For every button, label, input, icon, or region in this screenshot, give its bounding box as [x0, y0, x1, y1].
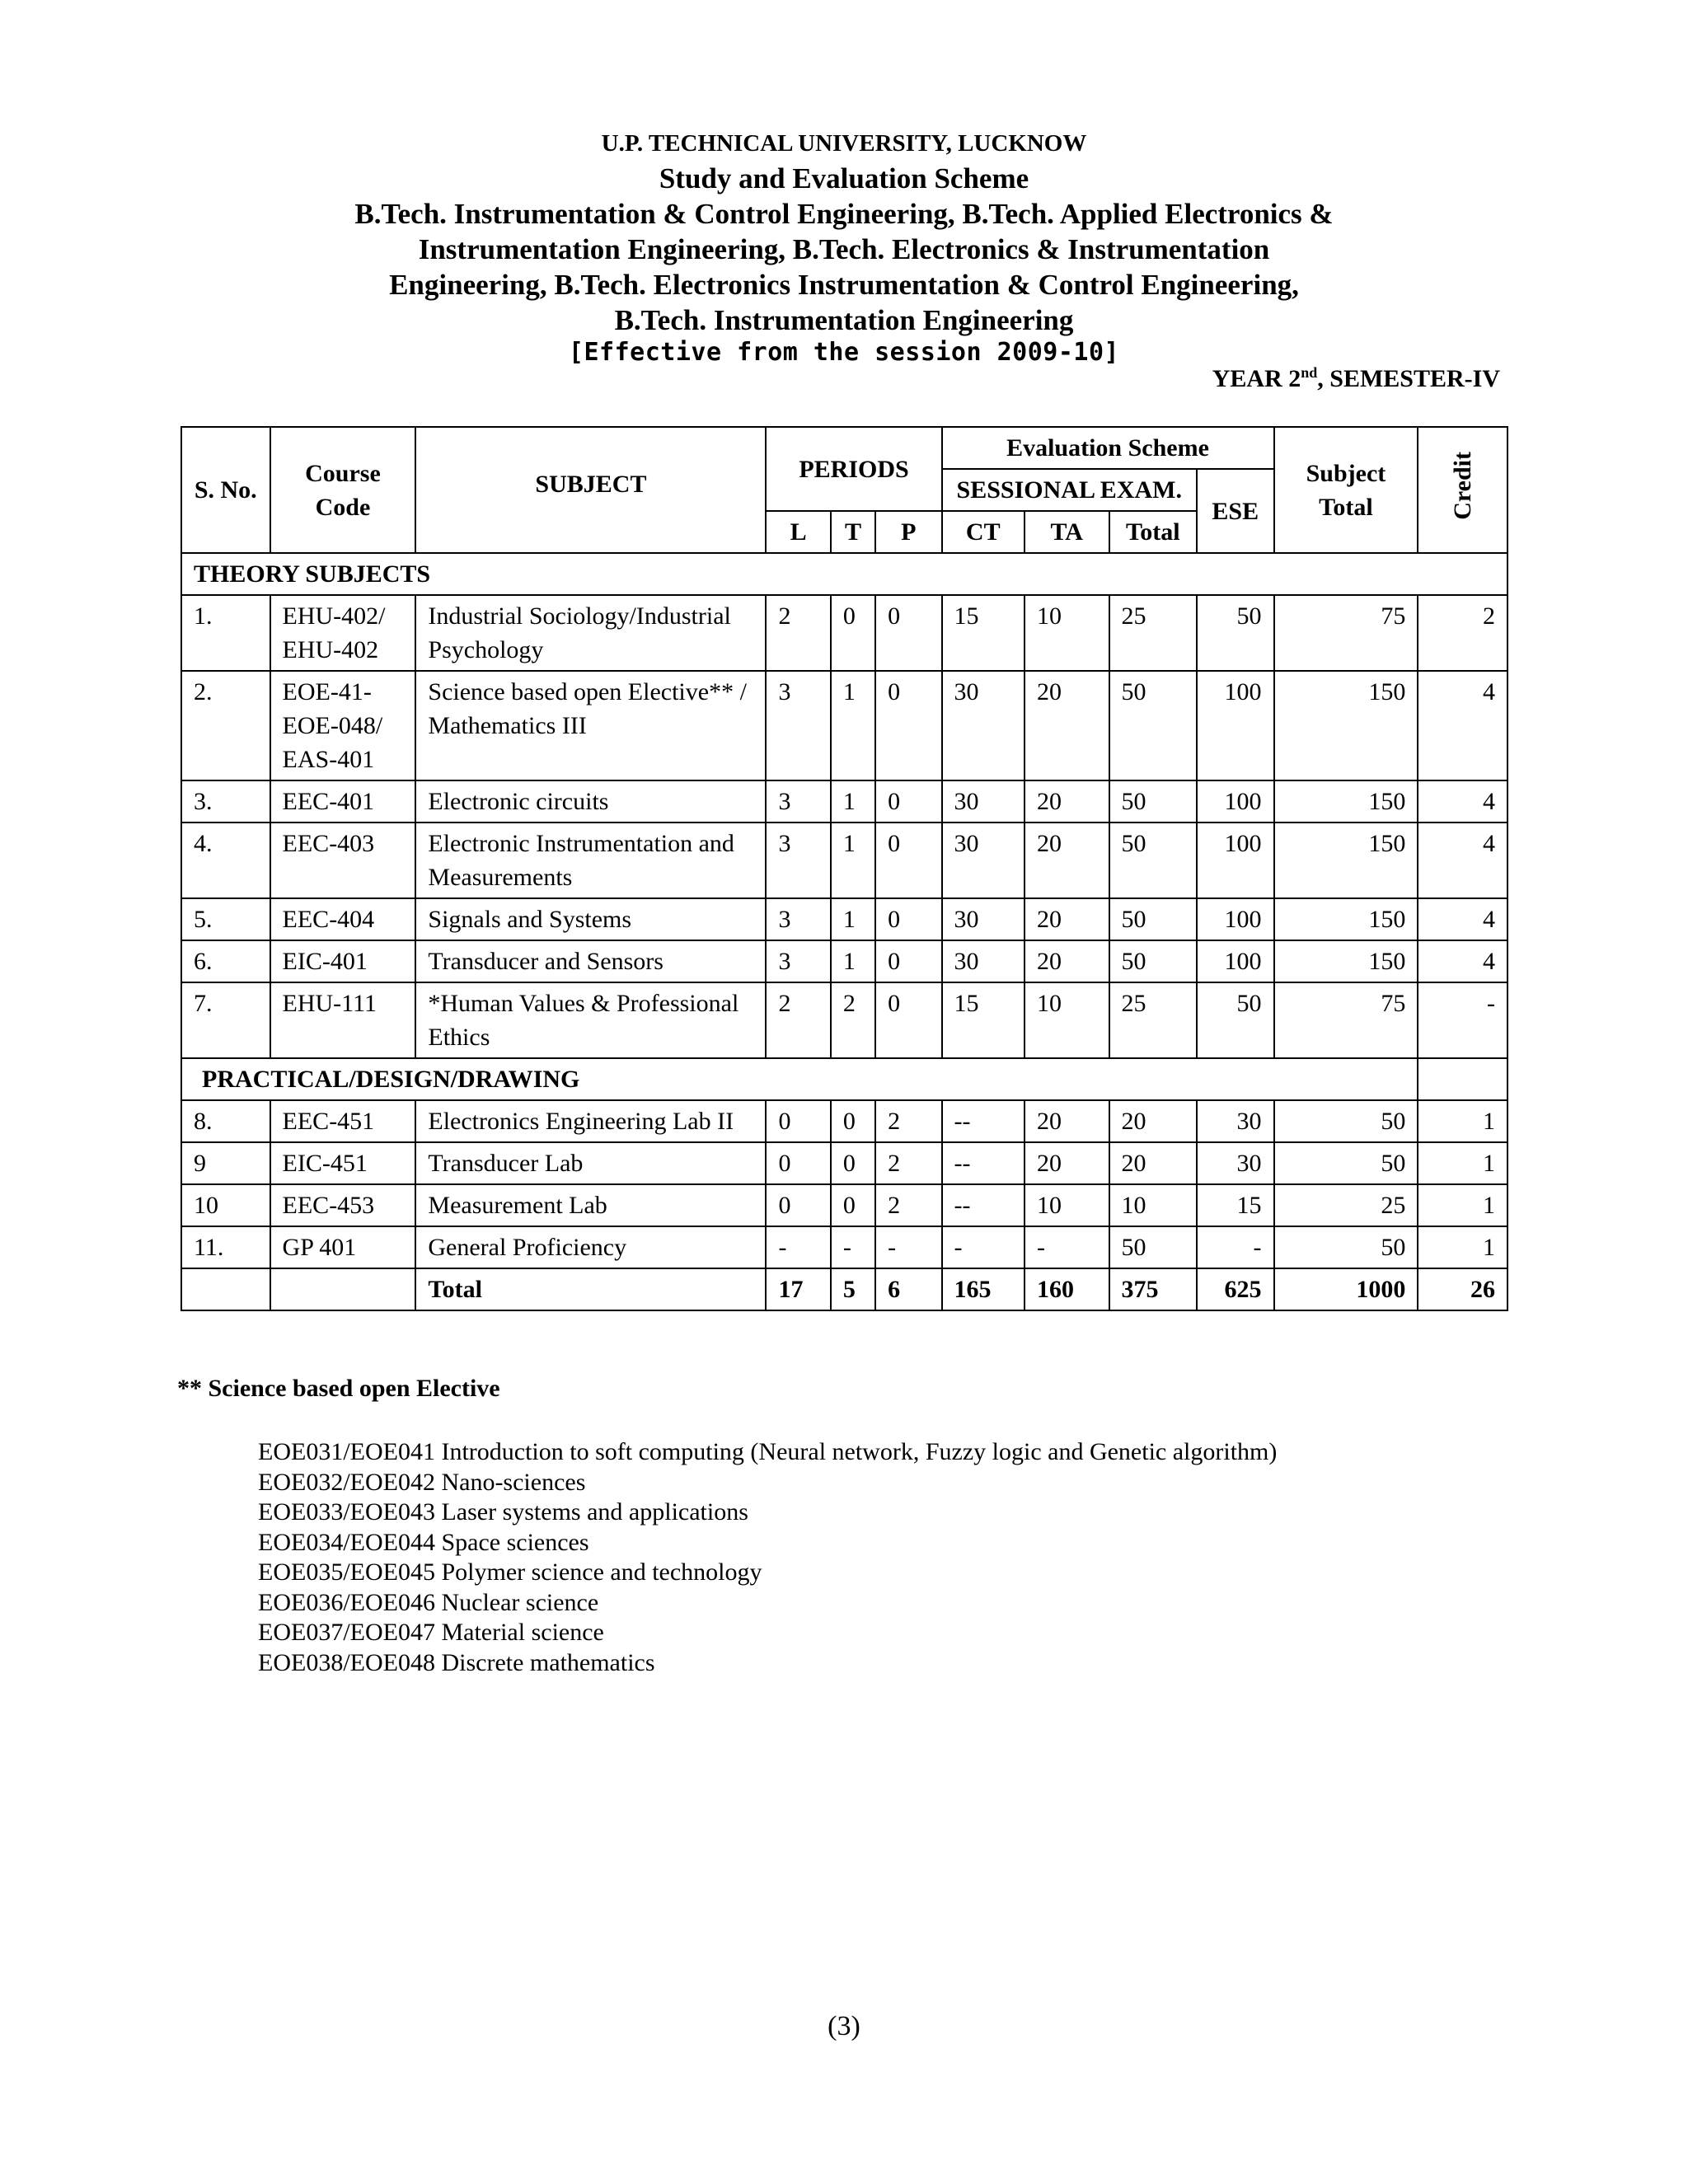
page-number: (3): [828, 2011, 860, 2041]
header-subject-total: Subject Total: [1274, 427, 1418, 553]
cell-l: 17: [766, 1268, 830, 1310]
list-item: EOE031/EOE041 Introduction to soft computing (Neural network, Fuzzy logic and Genetic algorithm): [258, 1438, 1278, 1465]
cell-empty: [1418, 1058, 1507, 1100]
cell-sno: 10: [181, 1184, 270, 1226]
cell-l: 2: [766, 982, 830, 1058]
cell-ct: 30: [942, 780, 1025, 823]
cell-credit: 2: [1418, 595, 1507, 671]
cell-t: 0: [831, 1100, 875, 1142]
cell-subject: Industrial Sociology/Industrial Psychology: [415, 595, 766, 671]
cell-ct: 30: [942, 823, 1025, 898]
cell-t: 5: [831, 1268, 875, 1310]
cell-ta: 20: [1025, 940, 1109, 982]
cell-ese: -: [1197, 1226, 1274, 1268]
cell-subject: Measurement Lab: [415, 1184, 766, 1226]
header-ese: ESE: [1197, 469, 1274, 553]
table-row: [181, 982, 1507, 1058]
cell-subject: *Human Values & Professional Ethics: [415, 982, 766, 1058]
cell-ta: -: [1025, 1226, 1109, 1268]
list-item: EOE032/EOE042 Nano-sciences: [258, 1468, 586, 1496]
section-theory: THEORY SUBJECTS: [181, 553, 1507, 595]
cell-ta: 20: [1025, 780, 1109, 823]
cell-subject: Electronic circuits: [415, 780, 766, 823]
cell-sno: 8.: [181, 1100, 270, 1142]
cell-t: 1: [831, 898, 875, 940]
header-l: L: [766, 511, 830, 553]
cell-ese: 100: [1197, 940, 1274, 982]
elective-list: [258, 1437, 1277, 1678]
cell-credit: 1: [1418, 1142, 1507, 1184]
cell-p: 0: [875, 898, 941, 940]
cell-sno: [181, 1268, 270, 1310]
cell-ta: 10: [1025, 1184, 1109, 1226]
cell-code: EEC-451: [270, 1100, 416, 1142]
list-item: EOE034/EOE044 Space sciences: [258, 1528, 589, 1556]
elective-heading: ** Science based open Elective: [177, 1375, 500, 1402]
cell-subject-total: 50: [1274, 1226, 1418, 1268]
cell-credit: -: [1418, 982, 1507, 1058]
table-row: [181, 898, 1507, 940]
cell-sno: 2.: [181, 671, 270, 780]
cell-l: 0: [766, 1142, 830, 1184]
cell-subject-total: 150: [1274, 780, 1418, 823]
cell-p: 0: [875, 823, 941, 898]
header-sessional-exam: SESSIONAL EXAM.: [942, 469, 1198, 511]
cell-subject-total: 1000: [1274, 1268, 1418, 1310]
table-row: [181, 595, 1507, 671]
header-p: P: [875, 511, 941, 553]
table-row: [181, 1100, 1507, 1142]
cell-p: 0: [875, 671, 941, 780]
cell-total: 10: [1109, 1184, 1198, 1226]
cell-subject-total: 25: [1274, 1184, 1418, 1226]
cell-ct: -: [942, 1226, 1025, 1268]
cell-ese: 50: [1197, 595, 1274, 671]
header-sno: S. No.: [181, 427, 270, 553]
cell-l: 0: [766, 1184, 830, 1226]
cell-p: 0: [875, 780, 941, 823]
cell-code: EHU-111: [270, 982, 416, 1058]
cell-sno: 3.: [181, 780, 270, 823]
cell-ct: --: [942, 1184, 1025, 1226]
cell-ese: 100: [1197, 898, 1274, 940]
header-subject: SUBJECT: [415, 427, 766, 553]
cell-t: 0: [831, 1184, 875, 1226]
cell-code: EEC-403: [270, 823, 416, 898]
table-row: [181, 823, 1507, 898]
cell-t: -: [831, 1226, 875, 1268]
header-periods: PERIODS: [766, 427, 941, 511]
cell-code: EEC-453: [270, 1184, 416, 1226]
cell-l: 3: [766, 671, 830, 780]
cell-t: 1: [831, 780, 875, 823]
cell-l: 3: [766, 823, 830, 898]
table-row: [181, 1226, 1507, 1268]
cell-l: 3: [766, 898, 830, 940]
cell-subject-total: 150: [1274, 823, 1418, 898]
cell-subject: Science based open Elective** / Mathematics III: [415, 671, 766, 780]
university-name: U.P. TECHNICAL UNIVERSITY, LUCKNOW: [601, 130, 1087, 157]
scheme-title: Study and Evaluation Scheme: [659, 162, 1029, 194]
cell-code: [270, 1268, 416, 1310]
cell-code: EOE-41- EOE-048/ EAS-401: [270, 671, 416, 780]
table-row: [181, 1268, 1507, 1310]
cell-p: 0: [875, 595, 941, 671]
cell-code: EIC-451: [270, 1142, 416, 1184]
cell-subject: Total: [415, 1268, 766, 1310]
cell-sno: 1.: [181, 595, 270, 671]
cell-ct: --: [942, 1142, 1025, 1184]
cell-ta: 160: [1025, 1268, 1109, 1310]
cell-total: 50: [1109, 671, 1198, 780]
cell-sno: 5.: [181, 898, 270, 940]
cell-ese: 100: [1197, 671, 1274, 780]
header-t: T: [831, 511, 875, 553]
year-semester: YEAR 2nd, SEMESTER-IV: [1212, 364, 1500, 392]
cell-code: GP 401: [270, 1226, 416, 1268]
cell-total: 25: [1109, 982, 1198, 1058]
header-course-code: Course Code: [270, 427, 416, 553]
cell-ta: 20: [1025, 1142, 1109, 1184]
cell-total: 50: [1109, 1226, 1198, 1268]
cell-subject-total: 50: [1274, 1100, 1418, 1142]
cell-l: -: [766, 1226, 830, 1268]
cell-l: 2: [766, 595, 830, 671]
cell-subject-total: 150: [1274, 940, 1418, 982]
cell-t: 0: [831, 1142, 875, 1184]
table-row: [181, 1142, 1507, 1184]
cell-subject-total: 50: [1274, 1142, 1418, 1184]
cell-code: EEC-404: [270, 898, 416, 940]
section-practical: PRACTICAL/DESIGN/DRAWING: [181, 1058, 1418, 1100]
table-row: [181, 1184, 1507, 1226]
cell-t: 1: [831, 823, 875, 898]
header-evaluation-scheme: Evaluation Scheme: [942, 427, 1274, 469]
cell-total: 25: [1109, 595, 1198, 671]
cell-subject: Transducer Lab: [415, 1142, 766, 1184]
cell-subject-total: 75: [1274, 595, 1418, 671]
cell-credit: 4: [1418, 823, 1507, 898]
cell-ese: 15: [1197, 1184, 1274, 1226]
cell-total: 50: [1109, 940, 1198, 982]
cell-code: EEC-401: [270, 780, 416, 823]
program-line-2: Instrumentation Engineering, B.Tech. Electronics & Instrumentation: [418, 233, 1270, 265]
cell-p: 2: [875, 1142, 941, 1184]
table-row: [181, 671, 1507, 780]
cell-ta: 10: [1025, 595, 1109, 671]
list-item: EOE035/EOE045 Polymer science and technology: [258, 1558, 762, 1586]
cell-p: 2: [875, 1100, 941, 1142]
program-line-3: Engineering, B.Tech. Electronics Instrumentation & Control Engineering,: [389, 269, 1299, 301]
cell-subject-total: 150: [1274, 898, 1418, 940]
cell-ct: --: [942, 1100, 1025, 1142]
cell-ese: 625: [1197, 1268, 1274, 1310]
table-row: [181, 940, 1507, 982]
cell-subject-total: 150: [1274, 671, 1418, 780]
program-line-1: B.Tech. Instrumentation & Control Engineering, B.Tech. Applied Electronics &: [354, 198, 1334, 230]
cell-ta: 20: [1025, 1100, 1109, 1142]
list-item: EOE036/EOE046 Nuclear science: [258, 1588, 599, 1616]
cell-credit: 4: [1418, 671, 1507, 780]
cell-p: 6: [875, 1268, 941, 1310]
cell-t: 1: [831, 940, 875, 982]
cell-sno: 11.: [181, 1226, 270, 1268]
cell-p: 0: [875, 982, 941, 1058]
cell-sno: 6.: [181, 940, 270, 982]
cell-l: 3: [766, 780, 830, 823]
cell-ese: 100: [1197, 780, 1274, 823]
program-line-4: B.Tech. Instrumentation Engineering: [614, 304, 1074, 336]
cell-t: 1: [831, 671, 875, 780]
list-item: EOE033/EOE043 Laser systems and applications: [258, 1498, 748, 1526]
cell-sno: 9: [181, 1142, 270, 1184]
cell-credit: 4: [1418, 898, 1507, 940]
cell-t: 2: [831, 982, 875, 1058]
effective-session: [Effective from the session 2009-10]: [568, 338, 1120, 367]
cell-p: -: [875, 1226, 941, 1268]
cell-p: 0: [875, 940, 941, 982]
cell-ct: 30: [942, 671, 1025, 780]
cell-credit: 1: [1418, 1226, 1507, 1268]
header-ta: TA: [1025, 511, 1109, 553]
cell-subject: Signals and Systems: [415, 898, 766, 940]
cell-credit: 1: [1418, 1100, 1507, 1142]
cell-total: 20: [1109, 1100, 1198, 1142]
cell-ct: 30: [942, 940, 1025, 982]
list-item: EOE038/EOE048 Discrete mathematics: [258, 1648, 655, 1676]
cell-subject-total: 75: [1274, 982, 1418, 1058]
cell-total: 375: [1109, 1268, 1198, 1310]
evaluation-scheme-table: [181, 426, 1508, 1311]
cell-ese: 100: [1197, 823, 1274, 898]
cell-ta: 20: [1025, 823, 1109, 898]
cell-ta: 20: [1025, 898, 1109, 940]
header-total: Total: [1109, 511, 1198, 553]
cell-subject: Electronic Instrumentation and Measurements: [415, 823, 766, 898]
cell-ese: 50: [1197, 982, 1274, 1058]
cell-total: 50: [1109, 780, 1198, 823]
cell-ese: 30: [1197, 1142, 1274, 1184]
cell-code: EHU-402/ EHU-402: [270, 595, 416, 671]
cell-credit: 4: [1418, 940, 1507, 982]
cell-sno: 4.: [181, 823, 270, 898]
cell-l: 3: [766, 940, 830, 982]
cell-ta: 10: [1025, 982, 1109, 1058]
cell-code: EIC-401: [270, 940, 416, 982]
header-ct: CT: [942, 511, 1025, 553]
cell-total: 20: [1109, 1142, 1198, 1184]
cell-ct: 30: [942, 898, 1025, 940]
table-row: [181, 780, 1507, 823]
cell-total: 50: [1109, 823, 1198, 898]
cell-subject: Electronics Engineering Lab II: [415, 1100, 766, 1142]
cell-ct: 15: [942, 595, 1025, 671]
cell-ct: 15: [942, 982, 1025, 1058]
cell-credit: 1: [1418, 1184, 1507, 1226]
list-item: EOE037/EOE047 Material science: [258, 1619, 604, 1646]
cell-ese: 30: [1197, 1100, 1274, 1142]
cell-ta: 20: [1025, 671, 1109, 780]
cell-l: 0: [766, 1100, 830, 1142]
cell-t: 0: [831, 595, 875, 671]
cell-sno: 7.: [181, 982, 270, 1058]
cell-credit: 4: [1418, 780, 1507, 823]
cell-p: 2: [875, 1184, 941, 1226]
cell-subject: Transducer and Sensors: [415, 940, 766, 982]
header-credit: Credit: [1418, 427, 1507, 553]
cell-total: 50: [1109, 898, 1198, 940]
cell-credit: 26: [1418, 1268, 1507, 1310]
cell-ct: 165: [942, 1268, 1025, 1310]
cell-subject: General Proficiency: [415, 1226, 766, 1268]
